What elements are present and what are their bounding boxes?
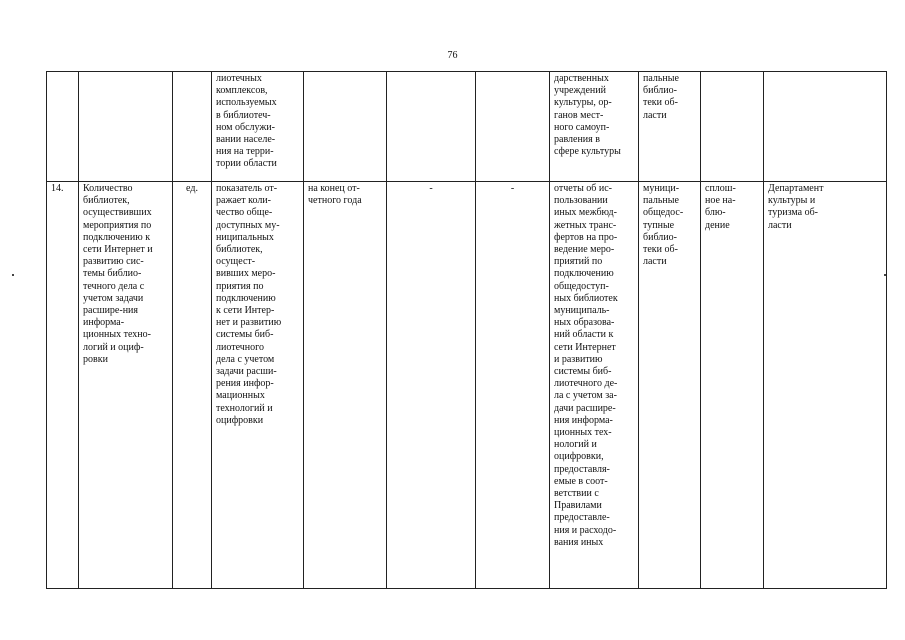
cell-indicator-name	[79, 72, 173, 182]
cell-responsible	[764, 72, 887, 182]
cell-population: пальные библио- теки об- ласти	[639, 72, 701, 182]
cell-data-source: дарственных учреждений культуры, ор- ганов мест- ного самоуп- равления в сфере культуры	[550, 72, 639, 182]
cell-responsible: Департамент культуры и туризма об- ласти	[764, 182, 887, 589]
table-row-continuation	[47, 72, 887, 182]
cell-formula	[387, 72, 476, 182]
cell-number	[47, 72, 79, 182]
cell-number: 14.	[47, 182, 79, 589]
page-number: 76	[447, 50, 458, 61]
table-row-14	[47, 182, 887, 589]
margin-mark-left	[12, 274, 14, 276]
cell-variables: -	[476, 182, 550, 589]
cell-indicator-name: Количество библиотек, осуществивших мероприятия по подключению к сети Интернет и развитию сис- темы библио- течного дела с учетом задачи расшире-ния информа- ционных техно- логий и оциф- ровки	[79, 182, 173, 589]
cell-definition: показатель от- ражает коли- чество обще- доступных му- ниципальных библиотек, осущест- вивших меро- приятия по подключению к сети Интер- нет и развитию системы биб- лиотечного дела с учетом задачи расши- рения инфор- мационных технологий и оцифровки	[212, 182, 304, 589]
cell-period	[304, 72, 387, 182]
cell-unit	[173, 72, 212, 182]
cell-unit: ед.	[173, 182, 212, 589]
cell-population: муници- пальные общедос- тупные библио- теки об- ласти	[639, 182, 701, 589]
indicator-table	[46, 71, 887, 589]
cell-variables	[476, 72, 550, 182]
cell-data-source: отчеты об ис- пользовании иных межбюд- жетных транс- фертов на про- ведение меро- приятий по подключению общедоступ- ных библиотек муниципаль- ных образова- ний области к сети Интернет и развитию системы биб- лиотечного де- ла с учетом за- дачи расшире- ния информа- ционных тех- нологий и оцифровки, предоставля- емые в соот- ветствии с Правилами предоставле- ния и расходо- вания иных	[550, 182, 639, 589]
cell-formula: -	[387, 182, 476, 589]
cell-method: сплош- ное на- блю- дение	[701, 182, 764, 589]
cell-method	[701, 72, 764, 182]
cell-definition: лиотечных комплексов, используемых в библиотеч- ном обслужи- вании населе- ния на терри- тории области	[212, 72, 304, 182]
cell-period: на конец от- четного года	[304, 182, 387, 589]
